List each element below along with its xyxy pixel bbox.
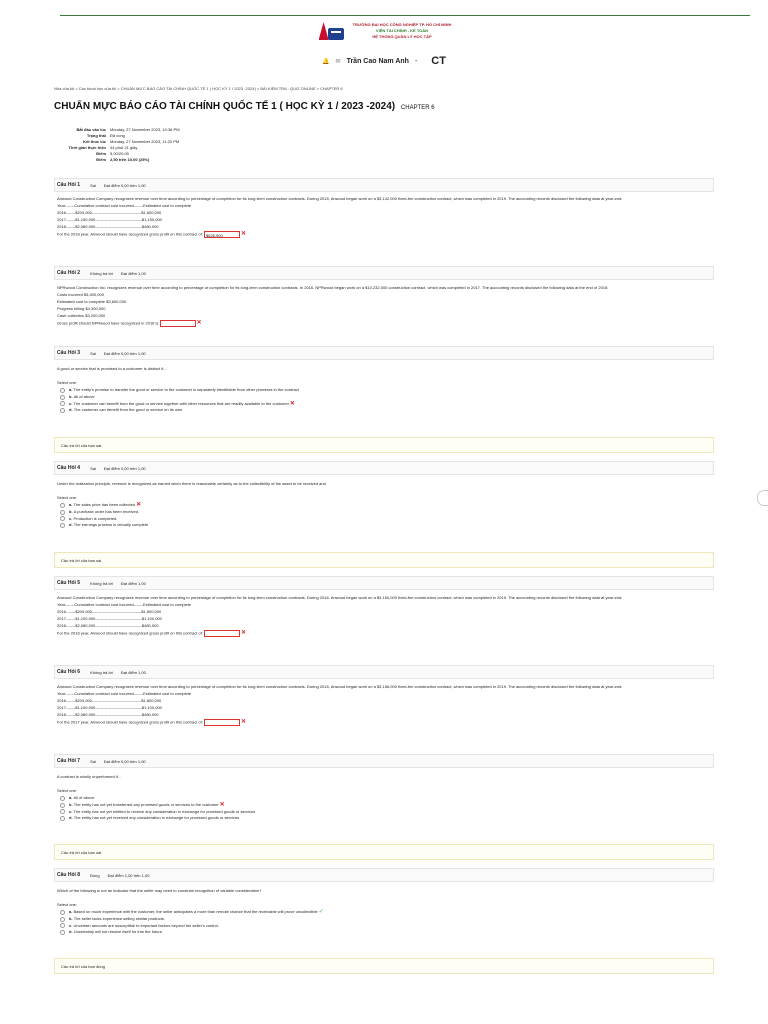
user-name[interactable]: Trần Cao Nam Anh xyxy=(346,57,409,65)
question-text: Anwood Construction Company recognizes revenue over time according to percentage of completion for its long-term construction contracts. During 2016, Anwood began work on a $3,160,000 fixed-fee construction contract, which was completed in 2019. The accounting records disclosed the following data at year-end: Year-------Cumulative contract cost incurred-------Estimated cost to complete 2016-------$200,000-------------------------------------$1,600,000 2017-------$1,100,000-----------------------------------$1,100,000 2018-------$2,080,000-----------------------------------$480,000 For the 2016 year, Anwood should have recognized gross profit on this contract of: ✕ xyxy=(57,595,623,637)
question-header: Câu Hỏi 4 Sai Đạt điểm 0,00 trên 1,00 xyxy=(54,461,714,475)
answer-option[interactable]: b. All of above xyxy=(57,394,717,401)
question-header: Câu Hỏi 3 Sai Đạt điểm 0,00 trên 1,00 xyxy=(54,346,714,360)
incorrect-icon: ✕ xyxy=(241,630,247,637)
answer-input[interactable] xyxy=(204,630,240,637)
question-text: Anwood Construction Company recognizes revenue over time according to percentage of completion for its long-term construction contracts. During 2015, Anwood began work on a $3,142,000 fixed-fee construction contract, which was completed in 2019. The accounting records disclosed the following data at year-end: Year-------Cumulative contract cost incurred-------Estimated cost to complete 2016-------$200,000-------------------------------------$1,600,000 2017-------$1,150,000-----------------------------------$1,150,000 2018-------$2,080,000-----------------------------------$480,000 For the 2018 year, Anwood should have recognized gross profit on this contract of: $626,900 ✕ xyxy=(57,196,623,238)
answer-option[interactable]: c. Production is completed. xyxy=(57,516,717,523)
bell-icon[interactable]: 🔔 xyxy=(322,58,330,65)
breadcrumb[interactable]: Nhà của tôi > Các khoá học của tôi > CHUẨN MỰC BÁO CÁO TÀI CHÍNH QUỐC TẾ 1 ( HỌC KỲ 1 / 2023 -2024) > BÀI KIỂM TRA - QUIZ ONLINE > CHAPTER 6 xyxy=(54,86,343,91)
answer-input[interactable] xyxy=(160,320,196,327)
correct-check-icon: ✓ xyxy=(318,908,324,915)
answer-option[interactable]: d. Uncertainty will not resolve itself for into the future. xyxy=(57,929,717,936)
question-header: Câu Hỏi 2 Không trả lời Đạt điểm 1,00 xyxy=(54,266,714,280)
answer-input[interactable] xyxy=(204,719,240,726)
question-header: Câu Hỏi 8 Đúng Đạt điểm 1,00 trên 1,00 xyxy=(54,868,714,882)
question-text: NPRwood Construction Inc. recognizes revenue over time according to percentage of completion for its long-term construction contracts. In 2016, NPRwood began work on a $10,232,000 construction contract, which was completed in 2017. The accounting records disclosed the following data at the end of 2016: Costs incurred $5,400,000 Estimated cost to complete $3,600,000 Progress billing $4,300,000 Cash collection $3,200,000 Gross profit should NPRwood have recognized in 2016 is: ✕ xyxy=(57,285,609,327)
message-icon[interactable]: ✉ xyxy=(335,58,341,65)
logo-line-3: HỆ THỐNG QUẢN LÝ HỌC TẬP xyxy=(372,34,432,39)
incorrect-icon: ✕ xyxy=(241,231,247,238)
answer-option[interactable]: a. The sales price has been collected ✕ xyxy=(57,502,717,509)
feedback-box: Câu trả lời của bạn đúng xyxy=(54,958,714,974)
question-text: A good or service that is promised to a customer is distinct if... Select one: a. The entity's promise to transfer the good or service to the customer is separately identifiable from other promises in the contract b. All of above c. The customer can benefit from the good or service together with other resources that are readily available to the customer ✕ d. The customer can benefit from the good or service on its own xyxy=(57,366,717,414)
answer-option[interactable]: a. The entity's promise to transfer the good or service to the customer is separately identifiable from other promises in the contract xyxy=(57,387,717,394)
user-avatar-initials[interactable]: CT xyxy=(431,55,446,67)
incorrect-icon: ✕ xyxy=(241,719,247,726)
question-text: Which of the following is not an indicator that the seller may need to constrain recognition of variable consideration? Select one: a. Based on much experience with the customer, the seller anticipates a more than remote chance that the receivable will prove uncollectible ✓ b. The seller lacks experience selling similar products. c. Uncertain amounts are susceptible to important factors beyond the seller's control. d. Uncertainty will not resolve itself for into the future. xyxy=(57,888,717,936)
answer-option[interactable]: a. All of above xyxy=(57,795,717,802)
university-logo-icon xyxy=(317,20,347,42)
feedback-box: Câu trả lời của bạn sai. xyxy=(54,844,714,860)
incorrect-icon: ✕ xyxy=(219,801,225,808)
question-header: Câu Hỏi 5 Không trả lời Đạt điểm 1,00 xyxy=(54,576,714,590)
page-title: CHUẨN MỰC BÁO CÁO TÀI CHÍNH QUỐC TẾ 1 ( HỌC KỲ 1 / 2023 -2024) CHAPTER 6 xyxy=(54,101,435,112)
site-header xyxy=(0,20,768,42)
answer-option[interactable]: c. Uncertain amounts are susceptible to important factors beyond the seller's control. xyxy=(57,923,717,930)
user-bar xyxy=(0,55,768,67)
question-text: A contract is wholly unperformed if... Select one: a. All of above b. The entity has not yet transferred any promised goods or services to the customer ✕ c. The entity has not yet entitled to receive any consideration in exchange for promised goods or services d. The entity has not yet received any consideration in exchange for promised goods or services xyxy=(57,774,717,822)
question-header: Câu Hỏi 7 Sai Đạt điểm 0,00 trên 1,00 xyxy=(54,754,714,768)
answer-option[interactable]: a. Based on much experience with the customer, the seller anticipates a more than remote chance that the receivable will prove uncollectible ✓ xyxy=(57,909,717,916)
logo-line-1: TRƯỜNG ĐẠI HỌC CÔNG NGHIỆP TP. HỒ CHÍ MINH xyxy=(352,22,452,27)
question-text: Anwood Construction Company recognizes revenue over time according to percentage of completion for its long-term construction contracts. During 2016, Anwood began work on a $3,156,000 fixed-fee construction contract, which was completed in 2019. The accounting records disclosed the following data at year-end: Year-------Cumulative contract cost incurred-------Estimated cost to complete 2016-------$200,000-------------------------------------$1,800,000 2017-------$1,100,000-----------------------------------$1,100,000 2018-------$2,080,000-----------------------------------$480,000 For the 2017 year, Anwood should have recognized gross profit on this contract of: ✕ xyxy=(57,684,623,726)
answer-option[interactable]: b. A purchase order has been received. xyxy=(57,509,717,516)
answer-option[interactable]: c. The customer can benefit from the good or service together with other resources that are readily available to the customer ✕ xyxy=(57,401,717,408)
drawer-toggle[interactable] xyxy=(757,490,768,506)
logo-line-2: VIỆN TÀI CHÍNH - KẾ TOÁN xyxy=(375,28,429,33)
page-subtitle: CHAPTER 6 xyxy=(400,105,435,111)
top-divider xyxy=(60,15,750,16)
answer-option[interactable]: d. The customer can benefit from the good or service on its own xyxy=(57,407,717,414)
attempt-summary: Bắt đầu vào lúc Monday, 27 November 2023, 10:36 PM Trạng thái Đã xong Kết thúc lúc Monday, 27 November 2023, 11:20 PM Thời gian thực hiện 44 phút 21 giây Điểm 5,00/20,00 Điểm 2,50 trên 10,00 (25%) xyxy=(68,127,180,163)
question-header: Câu Hỏi 1 Sai Đạt điểm 0,00 trên 1,00 xyxy=(54,178,714,192)
question-text: Under the realization principle, revenue is recognized as earned when there is reasonable certainty as to the collectibility of the asset to be received and Select one: a. The sales price has been collected ✕ b. A purchase order has been received. c. Production is completed. d. The earnings process is virtually complete xyxy=(57,481,717,529)
answer-option[interactable]: c. The entity has not yet entitled to receive any consideration in exchange for promised goods or services xyxy=(57,809,717,816)
feedback-box: Câu trả lời của bạn sai. xyxy=(54,437,714,453)
site-logo[interactable] xyxy=(0,20,768,42)
user-menu-separator: - xyxy=(414,57,418,65)
incorrect-icon: ✕ xyxy=(196,320,202,327)
question-header: Câu Hỏi 6 Không trả lời Đạt điểm 1,00 xyxy=(54,665,714,679)
incorrect-icon: ✕ xyxy=(136,501,142,508)
answer-input[interactable]: $626,900 xyxy=(204,231,240,238)
feedback-box: Câu trả lời của bạn sai. xyxy=(54,552,714,568)
incorrect-icon: ✕ xyxy=(289,400,295,407)
answer-option[interactable]: d. The entity has not yet received any consideration in exchange for promised goods or services xyxy=(57,815,717,822)
answer-option[interactable]: b. The entity has not yet transferred any promised goods or services to the customer ✕ xyxy=(57,802,717,809)
answer-option[interactable]: d. The earnings process is virtually complete xyxy=(57,522,717,529)
answer-option[interactable]: b. The seller lacks experience selling similar products. xyxy=(57,916,717,923)
